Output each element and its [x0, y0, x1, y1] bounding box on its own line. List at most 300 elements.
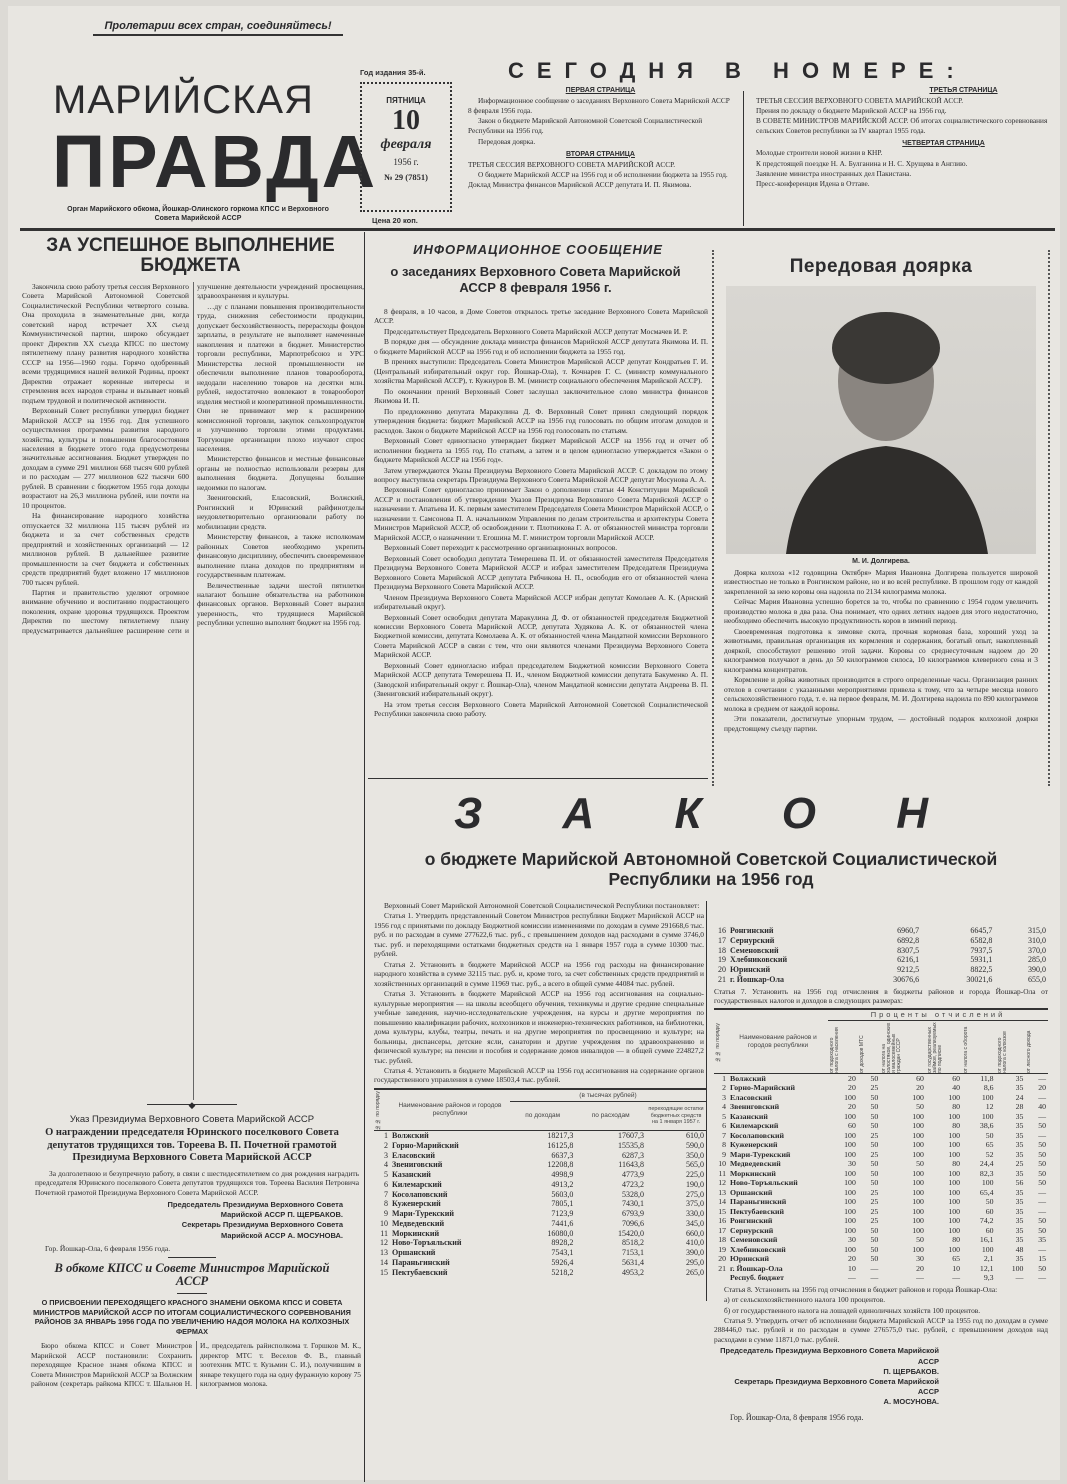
table-cell: 5: [384, 1170, 388, 1179]
contents-item[interactable]: Молодые строители новой жизни в КНР.: [756, 148, 883, 158]
table-cell: 10: [380, 1218, 388, 1228]
column-header: [880, 1020, 926, 1073]
table-cell: 100: [844, 1197, 856, 1207]
table-cell: 60: [952, 1073, 961, 1083]
table-cell: 16,1: [979, 1235, 994, 1245]
table-cell: 100: [912, 1149, 924, 1159]
table-row: [714, 1159, 1048, 1169]
paragraph: В порядке дня — обсуждение доклада министра финансов Марийской АССР депутата Якимова И. П. о бюджете Марийской АССР на 1956 год и об исполнении бюджета за 1955 год.: [374, 337, 708, 356]
contents-item[interactable]: ТРЕТЬЯ СЕССИЯ ВЕРХОВНОГО СОВЕТА МАРИЙСКОЙ АССР.: [468, 159, 676, 169]
district-name: Ново-Торъяльский: [730, 1178, 798, 1188]
paragraph: Звениговский, Еласовский, Волжский, Ронгинский и Юринский райфинотделы неудовлетворительно организовали работу по мобилизации средств.: [197, 493, 364, 531]
paragraph: Министерству финансов, а также исполкомам районных Советов необходимо укрепить финансовую дисциплину, обеспечить своевременное выполнение плана доходов по предприятиям и государственным платежам.: [197, 532, 364, 580]
table-cell: 50: [870, 1140, 879, 1150]
column-rule: [364, 232, 365, 1482]
column-header: №№ по порядку: [375, 1091, 381, 1130]
table-cell: 82,3: [979, 1168, 994, 1178]
district-name: Параньгинский: [392, 1257, 450, 1267]
table-cell: 65: [952, 1254, 961, 1264]
table-cell: 12208,8: [547, 1160, 574, 1170]
table-cell: 6960,7: [897, 926, 920, 935]
contents-item[interactable]: К предстоящей поездке Н. А. Булганина и Н. С. Хрущева в Англию.: [756, 158, 968, 168]
table-cell: 65: [985, 1140, 994, 1150]
table-cell: —: [1038, 1111, 1046, 1121]
district-name: Юринский: [730, 1254, 770, 1264]
divider: [177, 1293, 207, 1294]
district-name: Хлебниковский: [730, 1244, 786, 1254]
table-row: [714, 1169, 1048, 1179]
table-cell: —: [870, 1273, 879, 1283]
table-cell: 35: [1015, 1187, 1024, 1197]
milkmaid-text: [724, 568, 1038, 760]
table-cell: 4773,9: [622, 1170, 644, 1179]
district-budgets-table: [374, 1088, 706, 1277]
column-header: [1025, 1020, 1048, 1073]
table-row: [714, 1131, 1048, 1141]
table-cell: 100: [844, 1187, 856, 1197]
table-cell: 8,6: [983, 1083, 994, 1093]
table-cell: 4: [722, 1102, 726, 1112]
table-cell: 20: [718, 1254, 726, 1264]
table-row: [714, 1121, 1048, 1131]
district-name: Горно-Марийский: [392, 1140, 459, 1150]
paragraph: По окончании прений Верховный Совет заслушал заключительное слово министра финансов Якимова И. П.: [374, 386, 708, 406]
decree-section: [23, 1100, 361, 1389]
paragraph: Закончила свою работу третья сессия Верховного Совета Марийской Автономной Советской Социалистической Республики четвертого созыва. Она проходила в знаменательные дни, когда советский народ встречает XX съезд Коммунистической партии, широко обсуждает проект Директив XX съезда КПСС по шестому пятилетнему плану развития народного хозяйства СССР на 1956—1960 годы. Горячо одобренный всеми трудящимися нашей великой Родины, проект Директив отражает коренные интересы и стремления всех народов страны и вызывает новый подъем трудовой и политической активности.: [22, 282, 189, 405]
column-header: [926, 1020, 962, 1073]
table-cell: 35: [1015, 1235, 1024, 1245]
table-cell: 390,0: [1028, 965, 1046, 974]
table-cell: 50: [870, 1178, 879, 1188]
table-cell: 100: [844, 1111, 856, 1121]
table-cell: 6582,8: [970, 935, 993, 945]
paragraph: Статья 4. Установить в бюджете Марийской АССР на 1956 год ассигнования на содержание органов государственного управления в сумме 18503,4 тыс. рублей.: [374, 1065, 704, 1084]
column-header-text: от лесного дохода: [1026, 1030, 1033, 1073]
district-name: г. Йошкар-Ола: [730, 974, 785, 984]
column-header: [962, 1020, 996, 1073]
paragraph: Верховный Совет Марийской Автономной Советской Социалистической Республики постановляет:: [384, 901, 700, 910]
paragraph: Сейчас Мария Ивановна успешно борется за то, чтобы по сравнению с 1954 годом увеличить производство молока в два раза. Она понимает, что одних летних надоев для этого недостаточно, необходимо обеспечить высокую продуктивность коров в зимний период.: [724, 597, 1038, 626]
table-row: [374, 1209, 706, 1219]
table-cell: —: [870, 1263, 879, 1273]
district-name: Ронгинский: [730, 926, 774, 935]
table-cell: 285,0: [1028, 955, 1046, 965]
contents-title: СЕГОДНЯ В НОМЕРЕ:: [508, 58, 967, 83]
district-name: Медведевский: [392, 1218, 445, 1228]
paragraph: а) от сельскохозяйственного налога 100 процентов.: [724, 1295, 886, 1305]
table-cell: 100: [948, 1197, 961, 1207]
table-cell: 610,0: [686, 1131, 704, 1140]
table-cell: 25: [870, 1206, 879, 1216]
table-cell: 30: [848, 1235, 856, 1245]
table-cell: 390,0: [686, 1248, 704, 1257]
year-of-publication: Год издания 35-й.: [360, 68, 426, 77]
table-cell: 100: [912, 1216, 924, 1226]
table-cell: 35: [1015, 1121, 1024, 1131]
price: Цена 20 коп.: [372, 216, 418, 225]
table-row: [714, 1226, 1048, 1236]
table-row: [714, 1264, 1048, 1274]
decree-signatures: [23, 1200, 343, 1241]
table-cell: 8307,5: [897, 945, 920, 955]
paragraph: Верховный Совет единогласно утверждает бюджет Марийской АССР на 1956 год и отчет об исполнении бюджета за 1955 год. По статьям, а затем и в целом единогласно утверждается «Закон о бюджете Марийской АССР на 1956 год».: [374, 436, 708, 465]
table-cell: 35: [1015, 1130, 1024, 1140]
table-row: [714, 975, 1048, 985]
weekday: ПЯТНИЦА: [386, 96, 426, 105]
table-cell: 100: [912, 1168, 924, 1178]
district-name: Семеновский: [730, 1235, 778, 1245]
table-cell: 50: [870, 1225, 879, 1235]
table-cell: —: [916, 1273, 924, 1283]
photo-caption: М. И. Долгирева.: [852, 558, 910, 565]
table-row: [714, 1254, 1048, 1264]
table-cell: 8822,5: [970, 965, 993, 974]
table-cell: 3: [384, 1150, 388, 1160]
paragraph: Своевременная подготовка к зимовке скота, прочная кормовая база, хороший уход за животными, правильная организация их кормления и содержания, богатый опыт, накопленный дояркой, способствуют решению этой задачи. Коровы со среднесуточным надоем до 20 килограммов получают в день до 50 килограммов силоса, 10 килограммов клеверного сена и 3 килограмма концентратов.: [724, 626, 1038, 674]
paragraph: Председательствует Председатель Верховного Совета Марийской АССР депутат Мосмачев И. Р.: [384, 326, 688, 336]
table-cell: 2: [384, 1140, 388, 1150]
table-row: [714, 1235, 1048, 1245]
tax-share-table: [714, 1008, 1048, 1282]
table-cell: 9: [384, 1209, 388, 1218]
table-cell: 375,0: [686, 1199, 704, 1209]
table-cell: 25: [1015, 1159, 1024, 1169]
table-cell: 5603,0: [551, 1189, 574, 1199]
table-cell: 35: [1015, 1225, 1024, 1235]
table-cell: 100: [912, 1111, 924, 1121]
table-cell: 30: [848, 1159, 856, 1169]
table-cell: 310,0: [1028, 935, 1046, 945]
table-row: [714, 1102, 1048, 1112]
table-cell: 655,0: [1028, 974, 1046, 984]
table-row: [374, 1190, 706, 1200]
table-cell: 18: [718, 1235, 726, 1245]
table-cell: 50: [1038, 1140, 1046, 1150]
district-name: Пектубаевский: [730, 1206, 785, 1216]
table-cell: 100: [948, 1111, 961, 1121]
district-name: Волжский: [392, 1131, 429, 1140]
table-cell: 60: [916, 1073, 924, 1083]
table-cell: 190,0: [686, 1179, 704, 1189]
law-articles: [374, 901, 704, 1084]
table-cell: 50: [1038, 1263, 1046, 1273]
table-cell: 20: [848, 1102, 856, 1112]
table-cell: 13: [380, 1248, 388, 1257]
paragraph: Статья 3. Установить в бюджете Марийской АССР на 1956 год ассигнования на социально-культурные мероприятия — на школы всеобщего обучения, техникумы и другие средние специальные учебные заведения, научно-исследовательские учреждения, на курсы и другие мероприятия по повышению квалификации рабочих, колхозников и инженерно-технических работников, на библиотеки, дома культуры, клубы, театры, печать и на другие мероприятия по просвещению и культуре; на больницы, диспансеры, детские ясли, санатории и другие учреждения по здравоохранению и физической культуре; на пенсии и пособия и содержание домов инвалидов — в общей сумме 224827,2 тыс. рублей.: [374, 989, 704, 1065]
table-cell: 100: [912, 1187, 924, 1197]
table-row: [714, 1216, 1048, 1226]
table-cell: 5218,2: [551, 1267, 574, 1277]
paragraph: Министерство финансов и местные финансовые органы не полностью использовали резервы для выполнения бюджета. Допущены большие недоимки по налогам.: [197, 454, 364, 492]
district-name: Звениговский: [730, 1102, 780, 1112]
table-cell: 35: [1015, 1206, 1024, 1216]
table-unit: (в тысячах рублей): [510, 1090, 706, 1102]
district-name: Казанский: [730, 1111, 768, 1121]
table-row: [714, 936, 1048, 946]
table-row: [374, 1238, 706, 1248]
table-cell: 100: [844, 1140, 856, 1150]
diamond-divider: ◆: [147, 1104, 237, 1112]
signature-line: Секретарь Президиума Верховного Совета: [181, 1220, 343, 1230]
table-row: [374, 1141, 706, 1151]
month: февраля: [380, 137, 432, 153]
table-cell: 50: [916, 1235, 924, 1245]
table-cell: 1: [384, 1131, 388, 1140]
column-header: [996, 1020, 1026, 1073]
table-cell: 100: [912, 1130, 924, 1140]
signature-line: Марийской АССР П. ЩЕРБАКОВ.: [220, 1210, 343, 1220]
contents-heading: ВТОРАЯ СТРАНИЦА: [566, 150, 635, 158]
paragraph: Верховный Совет единогласно принимает Закон о дополнении статьи 44 Конституции Марийской АССР и постановления об утверждении Указов Президиума Верховного Совета Марийской АССР о назначении т. Апатьева И. К. первым заместителем Председателя Совета Министров Марийской АССР, о назначении т. Самсонова П. А. начальником Управления по делам строительства и архитектуры Совета Министров Марийской АССР, об освобождении т. Плотникова Г. А. от обязанностей министра торговли Марийской АССР, о назначении т. Егошина М. Г. министром торговли Марийской АССР.: [374, 485, 708, 542]
newspaper-page: [8, 6, 1060, 1480]
table-cell: 8518,2: [622, 1238, 644, 1248]
paragraph: На финансирование народного хозяйства отпускается 32 миллиона 115 тысяч рублей из бюджета и за счет собственных средств предприятий и хозяйственных организаций — 12 миллионов рублей. В дальнейшее развитие промышленности за счет бюджета и собственных средств предприятий будет вложено 17 миллионов 700 тысяч рублей.: [22, 511, 189, 587]
contents-col-1: [468, 86, 733, 190]
paragraph: Статья 2. Установить в бюджете Марийской АССР на 1956 год расходы на финансирование народного хозяйства в сумме 32115 тыс. руб. и, кроме того, за счет собственных средств предприятий и хозяйственных организаций в сумме 11969 тыс. руб., а всего в общей сумме 44084 тыс. рублей.: [374, 959, 704, 988]
contents-item[interactable]: Закон о бюджете Марийской Автономной Советской Социалистической Республики на 1956 год.: [468, 116, 703, 136]
table-row: [374, 1131, 706, 1141]
paragraph: Доярка колхоза «12 годовщина Октября» Мария Ивановна Долгирева пользуется широкой известностью не только в Ронгинском районе, но и во всей республике. В прошлом году от каждой закрепленной за нею коровы она надоила по 2134 килограмма молока.: [724, 568, 1038, 596]
table-cell: 20: [1038, 1083, 1046, 1093]
table-cell: 16080,0: [547, 1228, 574, 1238]
table-cell: 2,1: [983, 1254, 994, 1264]
table-cell: 11: [718, 1168, 726, 1178]
date-year: 1956 г.: [393, 157, 419, 168]
table-cell: 18: [718, 945, 726, 955]
decree-title: О награждении председателя Юринского поселкового Совета депутатов трудящихся тов. Тореева В. П. Почетной грамотой Президиума Верховного Совета Марийской АССР: [45, 1127, 339, 1164]
contents-item[interactable]: Пресс-конференция Идена в Оттаве.: [756, 179, 870, 189]
table-cell: 50: [870, 1244, 879, 1254]
table-row: [374, 1160, 706, 1170]
table-cell: 15535,8: [618, 1140, 644, 1150]
table-cell: 52: [985, 1149, 994, 1159]
obkom-title: В обкоме КПСС и Совете Министров Марийской АССР: [54, 1260, 330, 1289]
table-cell: 25: [870, 1083, 879, 1093]
table-cell: 24: [1015, 1092, 1024, 1102]
table-row: [714, 926, 1048, 936]
district-name: Хлебниковский: [730, 955, 788, 965]
contents-item[interactable]: ТРЕТЬЯ СЕССИЯ ВЕРХОВНОГО СОВЕТА МАРИЙСКОЙ АССР.: [756, 95, 964, 105]
table-cell: 100: [912, 1206, 924, 1216]
table-cell: 50: [870, 1102, 879, 1112]
paragraph: Верховный Совет освободил депутата Темерешева П. И. от обязанностей заместителя Председателя Президиума Верховного Совета Марийской АССР и избрал заместителем Председателя Президиума Верховного Совета Марийской АССР депутата Рябчикова Н. П., освободив его от обязанностей члена Президиума Верховного Совета Марийской АССР.: [374, 553, 708, 592]
contents-item[interactable]: Передовая доярка.: [478, 136, 536, 146]
contents-heading: ЧЕТВЕРТАЯ СТРАНИЦА: [902, 139, 985, 147]
paragraph: …ду с планами повышения производительности труда, снижения себестоимости продукции, допускает бесхозяйственность, перерасходы фондов зарплаты, в результате не выполняет намеченные накопления и платежи в бюджет. Министерство торговли республики, Марпотребсоюз и УРС Министерства лесной промышленности не обеспечили выполнение планов товарооборота, недодали населению товаров на десятки млн. рублей, недостаточно вовлекают в товарооборот изделия местной и кооперативной промышленности. Они не принимают мер к расширению комиссионной торговли, закупок сельхозпродуктов и улучшению торговли этими продуктами. Торгующие организации плохо изучают спрос населения.: [197, 301, 364, 453]
milkmaid-box: [712, 250, 1050, 786]
district-name: Респуб. бюджет: [730, 1273, 784, 1283]
district-name: г. Йошкар-Ола: [730, 1263, 783, 1273]
decree-text: За долголетнюю и безупречную работу, в связи с шестидесятилетием со дня рождения наградить председателя Юринского поселкового Совета депутатов трудящихся тов. Тореева Василия Петровича Почетной грамотой Президиума Верховного Совета Марийской АССР.: [35, 1168, 359, 1197]
paragraph: На этом третья сессия Верховного Совета Марийской Автономной Советской Социалистической Республики закончила свою работу.: [374, 699, 708, 719]
table-cell: 25: [870, 1197, 879, 1207]
paragraph: Затем утверждаются Указы Президиума Верховного Совета Марийской АССР. С докладом по этому вопросу выступила секретарь Президиума Верховного Совета Марийской АССР депутат Мосунова А. А.: [374, 465, 708, 484]
table-cell: —: [1038, 1092, 1046, 1102]
table-group-header: Проценты отчислений: [828, 1010, 1048, 1020]
table-cell: 80: [952, 1102, 961, 1112]
table-cell: 100: [844, 1178, 856, 1188]
table-cell: 21: [718, 1263, 726, 1273]
paragraph: Членом Президиума Верховного Совета Марийской АССР избран депутат Комолаев А. К. (Арнский избирательный округ).: [374, 592, 708, 612]
signature-line: Секретарь Президиума Верховного Совета Марийской АССР: [734, 1376, 939, 1396]
editorial-body: [22, 282, 364, 1100]
table-cell: 100: [912, 1225, 924, 1235]
table-cell: —: [1038, 1244, 1046, 1254]
info-body: [374, 307, 708, 773]
table-cell: 7: [722, 1130, 726, 1140]
table-cell: 225,0: [686, 1170, 704, 1179]
table-cell: 9,3: [983, 1273, 994, 1283]
table-cell: 330,0: [686, 1209, 704, 1218]
paragraph: Величественные задачи шестой пятилетки налагают большие обязательства на работников финансовых органов. Верховный Совет выразил уверенность, что трудящиеся Марийской республики успешно выполнят бюджет на 1956 год.: [197, 580, 364, 628]
table-cell: 7: [384, 1189, 388, 1199]
signature-line: Председатель Президиума Верховного Совета: [167, 1200, 343, 1210]
table-row: [714, 1273, 1048, 1283]
table-cell: 30676,6: [893, 974, 920, 984]
table-cell: 50: [1038, 1121, 1046, 1131]
signature-line: П. ЩЕРБАКОВ.: [883, 1366, 939, 1376]
table-cell: 100: [844, 1130, 856, 1140]
table-cell: 50: [916, 1102, 924, 1112]
district-name: Косолаповский: [392, 1189, 448, 1199]
table-cell: 6: [722, 1121, 726, 1131]
paragraph: Верховный Совет освободил депутата Маракулина Д. Ф. от обязанностей председателя Бюджетной комиссии Верховного Совета Марийской АССР, депутата Худякова А. К. от обязанностей члена Бюджетной комиссии, депутата Комолаева А. К. от обязанностей члена Мандатной комиссии Верховного Совета Марийской АССР в связи с тем, что они являются членами Президиума Верховного Совета Марийской АССР.: [374, 612, 708, 660]
table-cell: —: [1038, 1197, 1046, 1207]
table-cell: [714, 1273, 728, 1283]
table-cell: 35: [1015, 1149, 1024, 1159]
table-row: [714, 1093, 1048, 1103]
table-cell: 28: [1015, 1102, 1024, 1112]
table-row: [374, 1219, 706, 1229]
table-cell: 60: [985, 1206, 994, 1216]
district-name: Ново-Торъяльский: [392, 1238, 462, 1248]
table-cell: 20: [848, 1254, 856, 1264]
table-cell: 50: [1038, 1178, 1046, 1188]
table-cell: 295,0: [686, 1257, 704, 1267]
paragraph: Статья 8. Установить на 1956 год отчисления в бюджет районов и города Йошкар-Ола:: [724, 1284, 998, 1294]
slogan: Пролетарии всех стран, соединяйтесь!: [93, 20, 343, 36]
column-rule: [706, 901, 707, 1301]
table-cell: 38,6: [979, 1121, 994, 1131]
district-name: Куженерский: [730, 1140, 778, 1150]
table-row: [714, 1073, 1048, 1083]
law-right-column: [714, 926, 1048, 1422]
table-cell: 11643,8: [618, 1160, 644, 1170]
table-cell: 4953,2: [622, 1267, 644, 1277]
table-cell: 9: [722, 1149, 726, 1159]
divider: [168, 1257, 216, 1258]
table-cell: 660,0: [686, 1228, 704, 1238]
table-cell: 50: [1038, 1149, 1046, 1159]
contents-item[interactable]: Заявление министра иностранных дел Пакистана.: [756, 168, 912, 178]
info-title: о заседаниях Верховного Совета Марийской АССР 8 февраля 1956 г.: [390, 264, 681, 296]
district-name: Звениговский: [392, 1160, 443, 1170]
table-cell: 80: [952, 1159, 961, 1169]
table-cell: 50: [870, 1159, 879, 1169]
contents-item[interactable]: Прения по докладу о бюджете Марийской АССР на 1956 год.: [756, 106, 947, 115]
table-cell: 15: [718, 1206, 726, 1216]
column-header-text: от налога с оборота: [963, 1026, 970, 1073]
table-cell: 35: [1015, 1197, 1024, 1207]
district-name: Мари-Турекский: [392, 1209, 454, 1218]
district-name: Горно-Марийский: [730, 1083, 796, 1093]
table-cell: 100: [844, 1244, 856, 1254]
contents-heading: ПЕРВАЯ СТРАНИЦА: [565, 87, 636, 94]
table-cell: 13: [718, 1187, 726, 1197]
table-cell: 100: [981, 1178, 994, 1188]
table-cell: 5926,4: [551, 1257, 574, 1267]
law-subtitle: о бюджете Марийской Автономной Советской Социалистической Республики на 1956 год: [424, 849, 998, 890]
table-cell: 16125,8: [547, 1140, 574, 1150]
table-cell: 10: [718, 1159, 726, 1169]
table-cell: 6645,7: [970, 926, 993, 935]
table-row: [714, 1112, 1048, 1122]
paragraph: Партия и правительство уделяют огромное внимание обучению и воспитанию подрастающего поколения, охране здоровья трудящихся. Проектом Директив по шестому пятилетнему плану предусматривается дальнейшее расширение сети и улучшение деятельности учреждений просвещения, здравоохранения и культуры.: [22, 282, 364, 635]
table-cell: 100: [912, 1178, 924, 1188]
table-cell: —: [1038, 1130, 1046, 1140]
table-cell: 6892,8: [897, 935, 920, 945]
table-cell: 35: [1015, 1168, 1024, 1178]
district-name: Сернурский: [730, 1225, 774, 1235]
table-cell: 15420,0: [618, 1228, 644, 1238]
table-cell: 20: [718, 965, 726, 974]
table-cell: 60: [985, 1225, 994, 1235]
table-cell: 11: [380, 1228, 388, 1238]
table-cell: 80: [952, 1121, 961, 1131]
table-cell: 370,0: [1028, 945, 1046, 955]
contents-item[interactable]: Информационное сообщение о заседаниях Верховного Совета Марийской АССР 8 февраля 1956 года.: [468, 95, 730, 115]
column-header: по доходам: [525, 1112, 561, 1120]
table-cell: 100: [1011, 1263, 1024, 1273]
table-cell: 14: [718, 1197, 726, 1207]
district-name: Оршанский: [730, 1187, 773, 1197]
paragraph: б) от государственного налога на лошадей единоличных хозяйств 100 процентов.: [724, 1305, 981, 1315]
table-cell: 20: [848, 1083, 856, 1093]
table-cell: 6216,1: [897, 955, 920, 965]
table-row: [714, 1245, 1048, 1255]
table-cell: 8: [384, 1199, 388, 1209]
table-cell: 35: [1015, 1140, 1024, 1150]
paragraph: По предложению депутата Маракулина Д. Ф. Верховный Совет принял следующий порядок утверждения бюджета: бюджет Марийской АССР на 1956 год голосовать по общим итогам доходов и расходов. Закон о бюджете Марийской АССР на 1956 год голосовать по статьям.: [374, 406, 708, 435]
paragraph: Кормление и дойка животных производится в строго определенные часы. Организация ранних отелов в сочетании с указанными мероприятиями привела к тому, что за четыре месяца нового сельскохозяйственного года, т. е. на первое февраля, М. И. Долгирева надоила по 890 килограммов молока в среднем от каждой коровы.: [724, 675, 1038, 713]
table-cell: 17: [718, 1225, 726, 1235]
table-cell: 2: [722, 1083, 726, 1093]
contents-item[interactable]: В СОВЕТЕ МИНИСТРОВ МАРИЙСКОЙ АССР. Об итогах социалистического соревнования сельских Советов республики за IV квартал 1955 года.: [756, 116, 1048, 136]
table-cell: 35: [1015, 1083, 1024, 1093]
column-header-text: от государственных займов, реализуемых по подписке: [926, 1022, 943, 1073]
district-name: Куженерский: [392, 1199, 441, 1209]
table-row: [714, 1188, 1048, 1198]
table-cell: 50: [870, 1073, 879, 1083]
column-header: по расходам: [591, 1112, 630, 1120]
table-cell: 12: [718, 1178, 726, 1188]
district-name: Казанский: [392, 1170, 431, 1179]
table-cell: 100: [981, 1092, 994, 1102]
district-name: Юринский: [730, 965, 771, 974]
district-name: Еласовский: [730, 1092, 772, 1102]
table-row: [374, 1180, 706, 1190]
table-row: [714, 1150, 1048, 1160]
table-row: [374, 1258, 706, 1268]
table-cell: —: [1038, 1187, 1046, 1197]
table-cell: 5328,0: [622, 1189, 644, 1199]
table-cell: 100: [948, 1178, 961, 1188]
table-cell: 25: [870, 1130, 879, 1140]
table-cell: 6287,3: [622, 1150, 644, 1160]
table-cell: 14: [380, 1257, 388, 1267]
table-cell: 25: [870, 1187, 879, 1197]
contents-item[interactable]: О бюджете Марийской АССР на 1956 год и об исполнении бюджета за 1955 год. Доклад Министра финансов Марийской АССР депутата И. П. Якимова.: [468, 169, 728, 190]
